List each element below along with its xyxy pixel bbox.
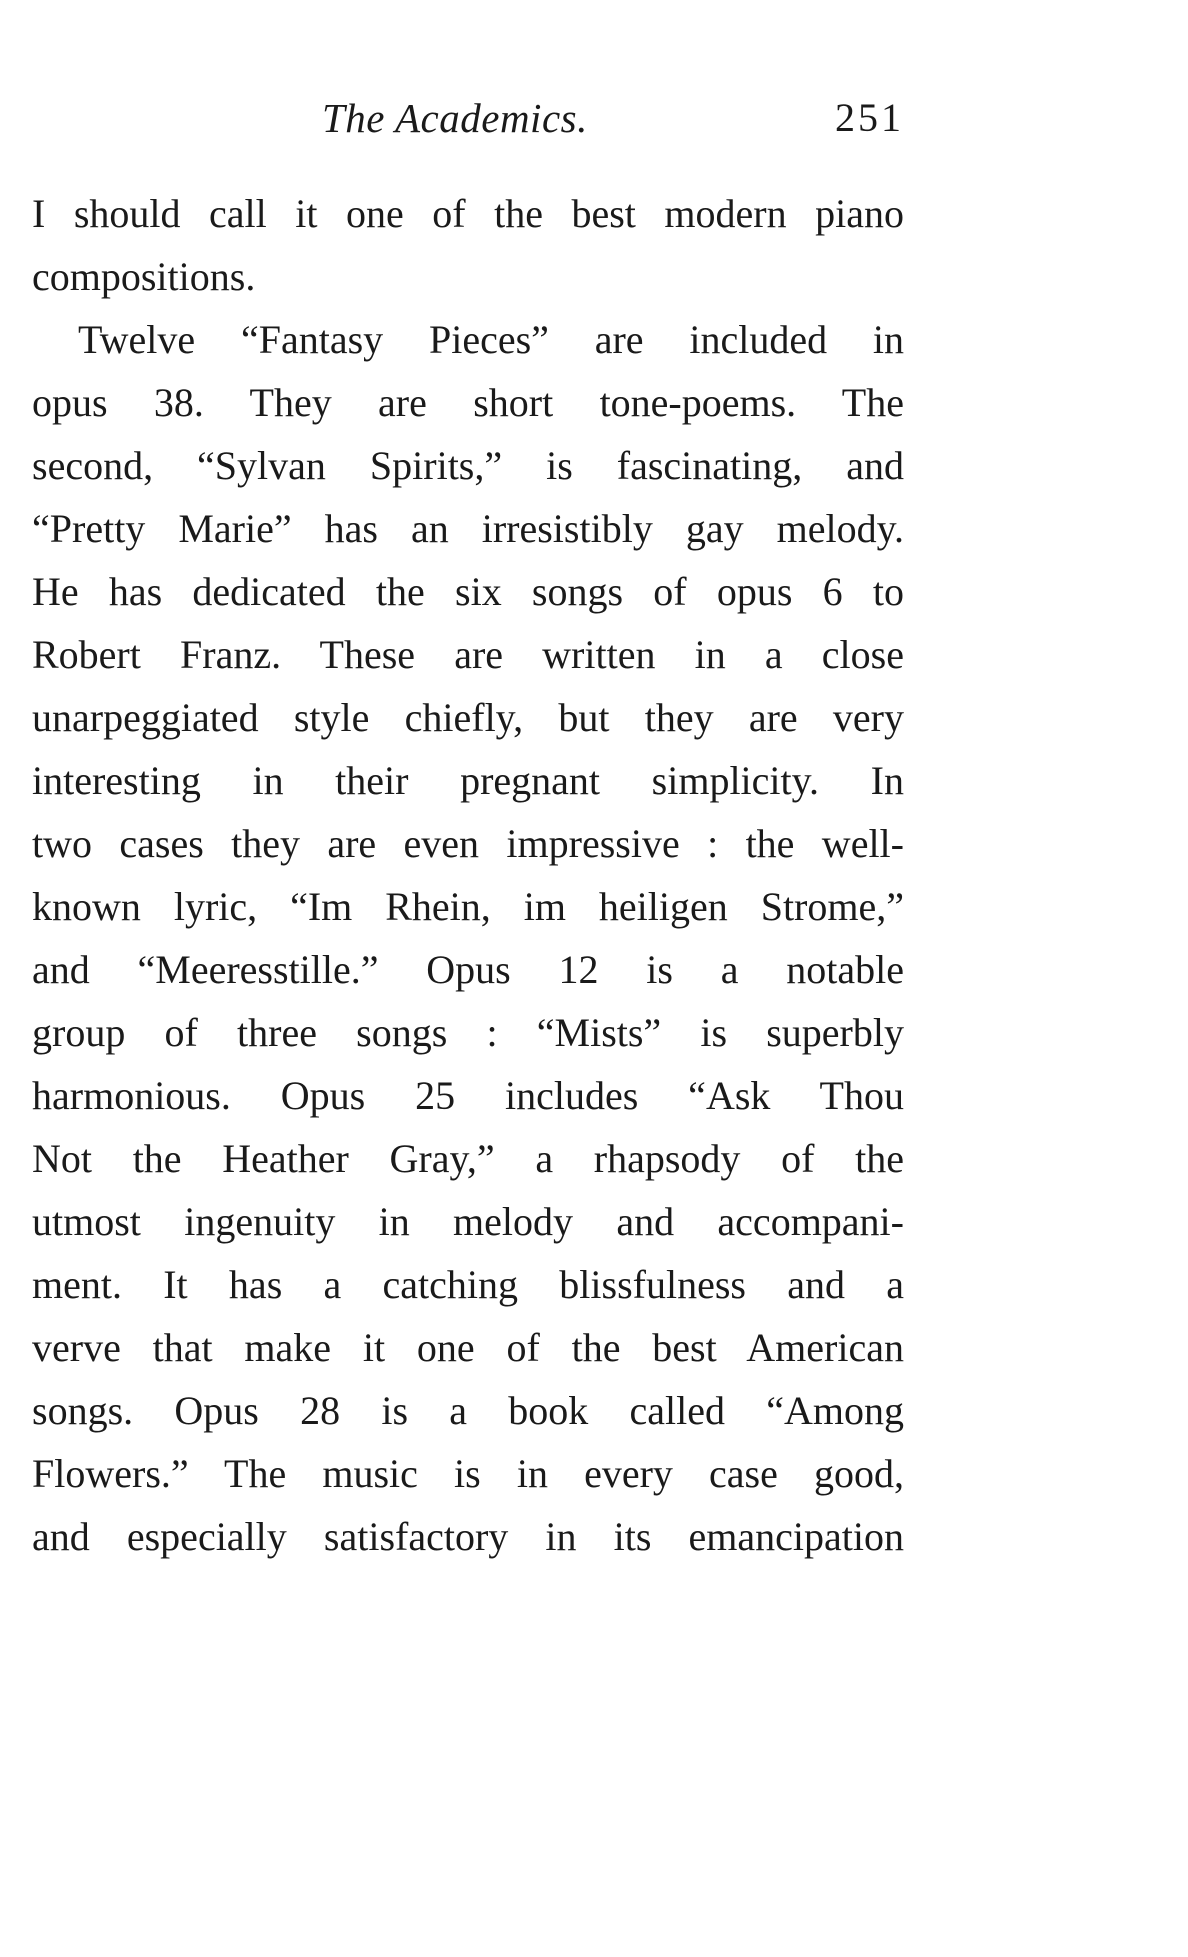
text-line: “Pretty Marie” has an irresistibly gay melody.: [32, 506, 904, 551]
text-line: unarpeggiated style chiefly, but they are very: [32, 695, 904, 740]
text-line: and especially satisfactory in its emancipation: [32, 1514, 904, 1559]
text-line: I should call it one of the best modern piano: [32, 191, 904, 236]
page-number: 251: [835, 95, 904, 140]
text-line: interesting in their pregnant simplicity. In: [32, 758, 904, 803]
text-line: second, “Sylvan Spirits,” is fascinating, and: [32, 443, 904, 488]
text-line: utmost ingenuity in melody and accompani-: [32, 1199, 904, 1244]
text-line: songs. Opus 28 is a book called “Among: [32, 1388, 904, 1433]
running-title: The Academics.: [322, 95, 588, 141]
text-line: harmonious. Opus 25 includes “Ask Thou: [32, 1073, 904, 1118]
text-line: compositions.: [32, 254, 256, 299]
text-line: and “Meeresstille.” Opus 12 is a notable: [32, 947, 904, 992]
body-text: [32, 182, 904, 1568]
text-line: known lyric, “Im Rhein, im heiligen Strome,”: [32, 884, 904, 929]
text-line: Flowers.” The music is in every case good,: [32, 1451, 904, 1496]
text-line: ment. It has a catching blissfulness and a: [32, 1262, 904, 1307]
text-line: He has dedicated the six songs of opus 6 to: [32, 569, 904, 614]
running-head: [32, 94, 904, 144]
text-line: group of three songs : “Mists” is superbly: [32, 1010, 904, 1055]
text-line: opus 38. They are short tone-poems. The: [32, 380, 904, 425]
text-line: Robert Franz. These are written in a close: [32, 632, 904, 677]
text-line: Twelve “Fantasy Pieces” are included in: [78, 317, 904, 362]
text-line: Not the Heather Gray,” a rhapsody of the: [32, 1136, 904, 1181]
text-line: two cases they are even impressive : the well-: [32, 821, 904, 866]
text-line: verve that make it one of the best American: [32, 1325, 904, 1370]
